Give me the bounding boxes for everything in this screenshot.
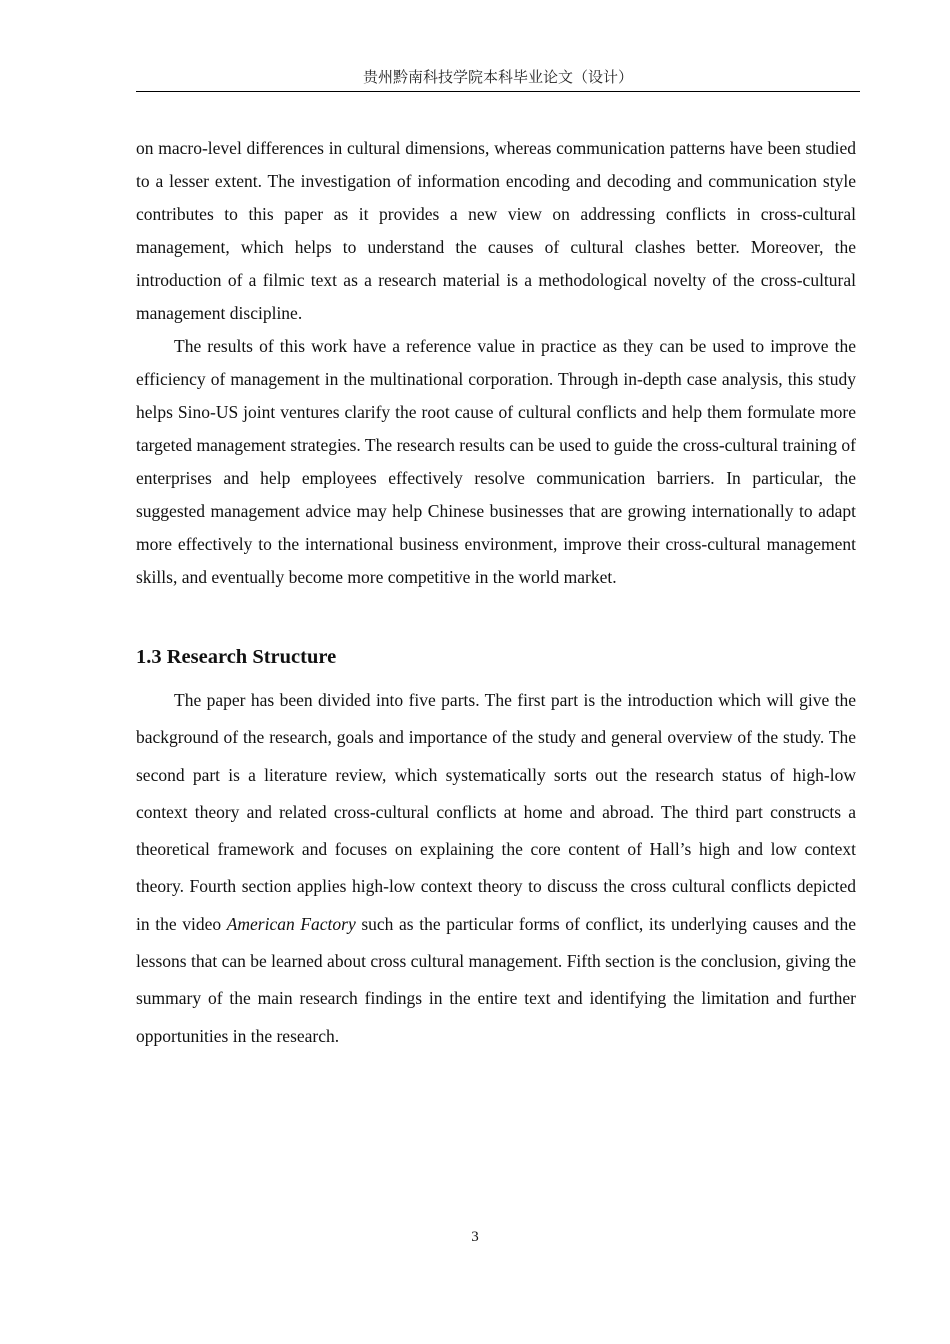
section-heading: 1.3 Research Structure (136, 646, 337, 668)
paragraph-structure-part1: The paper has been divided into five parts. The first part is the introduction which will give the background of the research, goals and importance of the study and general overview of the study. The second part is a literature review, which systematically sorts out the research status of high-low context theory and related cross-cultural conflicts at home and abroad. The third part constructs a theoretical framework and focuses on explaining the core content of Hall’s high and low context theory. Fourth section applies high-low context theory to discuss the cross cultural conflicts depicted in the video (136, 690, 856, 934)
page-number: 3 (471, 1229, 479, 1245)
film-title: American Factory (226, 913, 356, 934)
header-divider (136, 91, 860, 92)
page-header-title: 贵州黔南科技学院本科毕业论文（设计） (362, 70, 633, 86)
paragraph-practical-value: The results of this work have a reference value in practice as they can be used to improve the efficiency of management in the multinational corporation. Through in-depth case analysis, this study helps Sino-US joint ventures clarify the root cause of cultural conflicts and help them formulate more targeted management strategies. The research results can be used to guide the cross-cultural training of enterprises and help employees effectively resolve communication barriers. In particular, the suggested management advice may help Chinese businesses that are growing internationally to adapt more effectively to the international business environment, improve their cross-cultural management skills, and eventually become more competitive in the world market. (136, 336, 856, 587)
paragraph-structure-part2: such as the particular forms of conflict, its underlying causes and the lessons that can be learned about cross cultural management. Fifth section is the conclusion, giving the summary of the main research findings in the entire text and identifying the limitation and further opportunities in the research. (136, 913, 857, 1046)
paragraph-research-structure (136, 682, 856, 1055)
paragraph-continuation: on macro-level differences in cultural dimensions, whereas communication patterns have been studied to a lesser extent. The investigation of information encoding and decoding and communication style contributes to this paper as it provides a new view on addressing conflicts in cross-cultural management, which helps to understand the causes of cultural clashes better. Moreover, the introduction of a filmic text as a research material is a methodological novelty of the cross-cultural management discipline. (136, 138, 856, 323)
body-text-upper (136, 132, 856, 594)
body-text-lower (136, 682, 856, 1055)
